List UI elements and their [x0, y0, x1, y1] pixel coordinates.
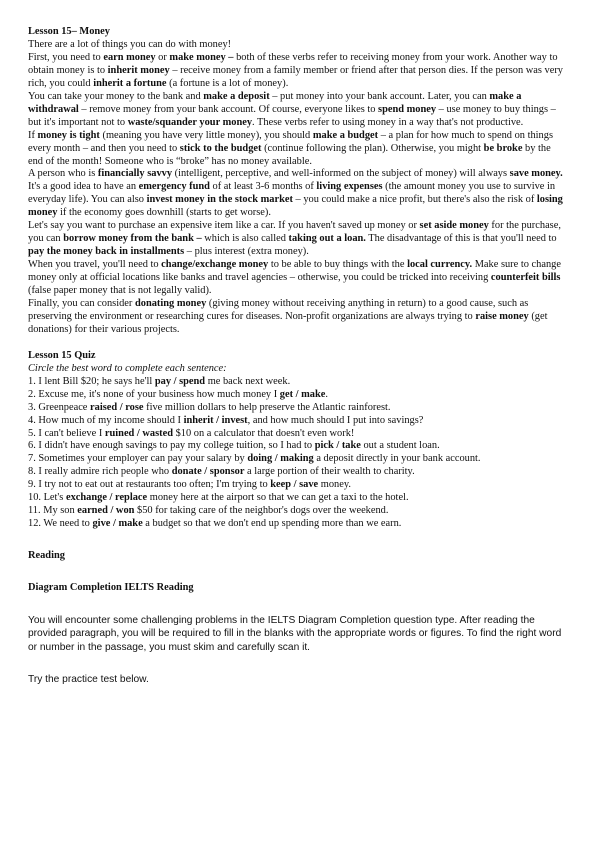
spacer	[28, 531, 568, 550]
key-term: financially savvy	[97, 168, 173, 180]
key-term: be broke	[483, 142, 523, 154]
quiz-item	[28, 505, 568, 518]
text-run: (false paper money that is not legally valid).	[28, 285, 212, 297]
text-run: – receive money from a family member or friend after that person dies. If the person was very rich, you could	[28, 64, 563, 89]
text-run: a deposit directly in your bank account.	[313, 453, 481, 465]
key-term: pay / spend	[154, 375, 206, 387]
text-run: 4. How much of my income should I	[28, 414, 184, 426]
text-run: $10 on a calculator that doesn't even work!	[173, 427, 355, 439]
lesson-body	[28, 39, 568, 337]
key-term: doing / making	[247, 453, 314, 465]
key-term: counterfeit bills	[490, 272, 561, 284]
text-run: 7. Sometimes your employer can pay your salary by	[28, 453, 248, 465]
text-run: (giving money without receiving anything in return) to a good cause, such as preserving the environment or researching cures for diseases. Non-profit organizations are always trying to	[28, 298, 529, 322]
text-run: which is also called	[201, 233, 289, 245]
text-run: , and how much should I put into savings?	[247, 414, 424, 426]
lesson-paragraph	[28, 130, 568, 169]
quiz-item	[28, 479, 568, 492]
text-run: – use money to buy things – but it's important not to	[28, 103, 556, 128]
quiz-item	[28, 440, 568, 453]
document-page	[28, 26, 568, 687]
key-term: pay the money back in installments	[28, 246, 185, 258]
text-run: Finally, you can consider	[28, 298, 135, 310]
quiz-item	[28, 466, 568, 479]
text-run: You can take your money to the bank and	[28, 90, 204, 102]
text-run: 12. We need to	[28, 518, 93, 530]
key-term: earned / won	[77, 505, 135, 517]
text-run: 11. My son	[28, 505, 78, 517]
lesson-paragraph	[28, 168, 568, 220]
key-term: waste/squander your money	[127, 116, 253, 128]
text-run: 3. Greenpeace	[28, 401, 91, 413]
lesson-paragraph	[28, 39, 568, 52]
spacer	[28, 563, 568, 582]
key-term: pick / take	[314, 440, 361, 452]
text-run: (get donations) for their various projects.	[28, 310, 548, 335]
quiz-item	[28, 453, 568, 466]
spacer	[28, 654, 568, 673]
spacer	[28, 595, 568, 614]
text-run: 2. Excuse me, it's none of your business how much money I	[28, 388, 280, 400]
text-run: five million dollars to help preserve the Atlantic rainforest.	[143, 401, 391, 413]
spacer	[28, 337, 568, 350]
text-run: – remove money from your bank account. Of course, everyone likes to	[78, 103, 379, 115]
key-term: invest money in the stock market	[146, 194, 293, 206]
quiz-instruction: Circle the best word to complete each sentence:	[28, 362, 227, 374]
key-term: donate / sponsor	[171, 466, 245, 478]
text-run: 5. I can't believe I	[28, 427, 105, 439]
key-term: inherit / invest	[183, 414, 248, 426]
text-run: (meaning you have very little money), you should	[99, 129, 313, 141]
key-term: borrow money from the bank –	[63, 233, 202, 245]
quiz-item	[28, 402, 568, 415]
key-term: living expenses	[316, 181, 383, 193]
quiz-title: Lesson 15 Quiz	[28, 349, 96, 361]
quiz-item	[28, 389, 568, 402]
reading-paragraph: You will encounter some challenging problems in the IELTS Diagram Completion question type. After reading the provided paragraph, you will be required to fill in the blanks with the appropriate words or figures. To find the right word or number in the passage, you must skim and carefully scan it.	[28, 615, 562, 653]
text-run: of at least 3-6 months of	[209, 181, 317, 193]
text-run: for the purchase, you can	[28, 220, 561, 245]
key-term: keep / save	[270, 479, 319, 491]
key-term: emergency fund	[138, 181, 210, 193]
quiz-items	[28, 376, 568, 531]
key-term: make a deposit	[203, 90, 270, 102]
quiz-item	[28, 415, 568, 428]
lesson-paragraph	[28, 220, 568, 259]
key-term: save money.	[509, 168, 563, 180]
key-term: make a withdrawal	[28, 90, 522, 115]
key-term: donating money	[134, 298, 207, 310]
key-term: earn money	[103, 51, 156, 63]
lesson-title: Lesson 15– Money	[28, 26, 110, 37]
text-run: 10. Let's	[28, 492, 66, 504]
text-run: (a fortune is a lot of money).	[166, 77, 289, 89]
lesson-paragraph	[28, 298, 568, 337]
text-run: (continue following the plan). Otherwise, you might	[261, 142, 484, 154]
text-run: Let's say you want to purchase an expensive item like a car. If you haven't saved up money or	[28, 220, 420, 232]
key-term: local currency.	[407, 259, 473, 271]
text-run: money here at the airport so that we can get a taxi to the hotel.	[147, 492, 409, 504]
text-run: or	[155, 51, 170, 63]
text-run: First, you need to	[28, 51, 104, 63]
text-run: .	[325, 388, 328, 400]
key-term: inherit money	[107, 64, 170, 76]
text-run: a budget so that we don't end up spending more than we earn.	[142, 518, 402, 530]
key-term: spend money	[378, 103, 437, 115]
text-run: – a plan for how much to spend on things every month – and then you need to	[28, 129, 553, 154]
key-term: raise money	[475, 310, 529, 322]
key-term: make a budget	[312, 129, 379, 141]
text-run: $50 for taking care of the neighbor's dogs over the weekend.	[134, 505, 389, 517]
quiz-item	[28, 376, 568, 389]
key-term: get / make	[279, 388, 326, 400]
text-run: 9. I try not to eat out at restaurants too often; I'm trying to	[28, 479, 271, 491]
lesson-paragraph	[28, 91, 568, 130]
text-run: The disadvantage of this is that you'll need to	[365, 233, 557, 245]
text-run: 6. I didn't have enough savings to pay my college tuition, so I had to	[28, 440, 315, 452]
lesson-paragraph	[28, 52, 568, 91]
text-run: (intelligent, perceptive, and well-informed on the subject of money) will always	[172, 168, 510, 180]
text-run: A person who is	[28, 168, 98, 180]
key-term: inherit a fortune	[93, 77, 167, 89]
text-run: if the economy goes downhill (starts to get worse).	[57, 207, 271, 219]
text-run: It's a good idea to have an	[28, 181, 139, 193]
reading-heading: Reading	[28, 550, 65, 562]
text-run: out a student loan.	[360, 440, 440, 452]
text-run: me back next week.	[205, 375, 291, 387]
quiz-item	[28, 428, 568, 441]
text-run: (the amount money you use to survive in everyday life). You can also	[28, 181, 556, 206]
key-term: stick to the budget	[179, 142, 262, 154]
text-run: a large portion of their wealth to charity.	[244, 466, 415, 478]
key-term: exchange / replace	[65, 492, 148, 504]
text-run: 8. I really admire rich people who	[28, 466, 172, 478]
text-run: – put money into your bank account. Later, you can	[269, 90, 490, 102]
text-run: money.	[318, 479, 351, 491]
text-run: There are a lot of things you can do with money!	[28, 38, 232, 50]
text-run: – plus interest (extra money).	[184, 246, 309, 258]
text-run: by the end of the month! Someone who is “broke” has no money available.	[28, 142, 551, 167]
text-run: Make sure to change money only at official locations like banks and travel agencies – otherwise, you could be tricked into receiving	[28, 259, 561, 284]
quiz-item	[28, 518, 568, 531]
text-run: both of these verbs refer to receiving money from your work. Another way to obtain money is to	[28, 51, 558, 76]
key-term: make money –	[169, 51, 234, 63]
key-term: set aside money	[419, 220, 489, 232]
key-term: money is tight	[37, 129, 100, 141]
key-term: losing money	[28, 194, 563, 219]
key-term: taking out a loan.	[288, 233, 366, 245]
text-run: to be able to buy things with the	[268, 259, 408, 271]
key-term: give / make	[92, 518, 143, 530]
text-run: . These verbs refer to using money in a way that's not productive.	[252, 116, 524, 128]
text-run: When you travel, you'll need to	[28, 259, 162, 271]
text-run: – you could make a nice profit, but there's also the risk of	[292, 194, 537, 206]
lesson-paragraph	[28, 259, 568, 298]
quiz-item	[28, 492, 568, 505]
key-term: change/exchange money	[161, 259, 269, 271]
text-run: 1. I lent Bill $20; he says he'll	[28, 375, 155, 387]
key-term: raised / rose	[90, 401, 144, 413]
text-run: If	[28, 129, 38, 141]
reading-closing: Try the practice test below.	[28, 674, 149, 686]
key-term: ruined / wasted	[104, 427, 174, 439]
reading-subheading: Diagram Completion IELTS Reading	[28, 582, 194, 594]
